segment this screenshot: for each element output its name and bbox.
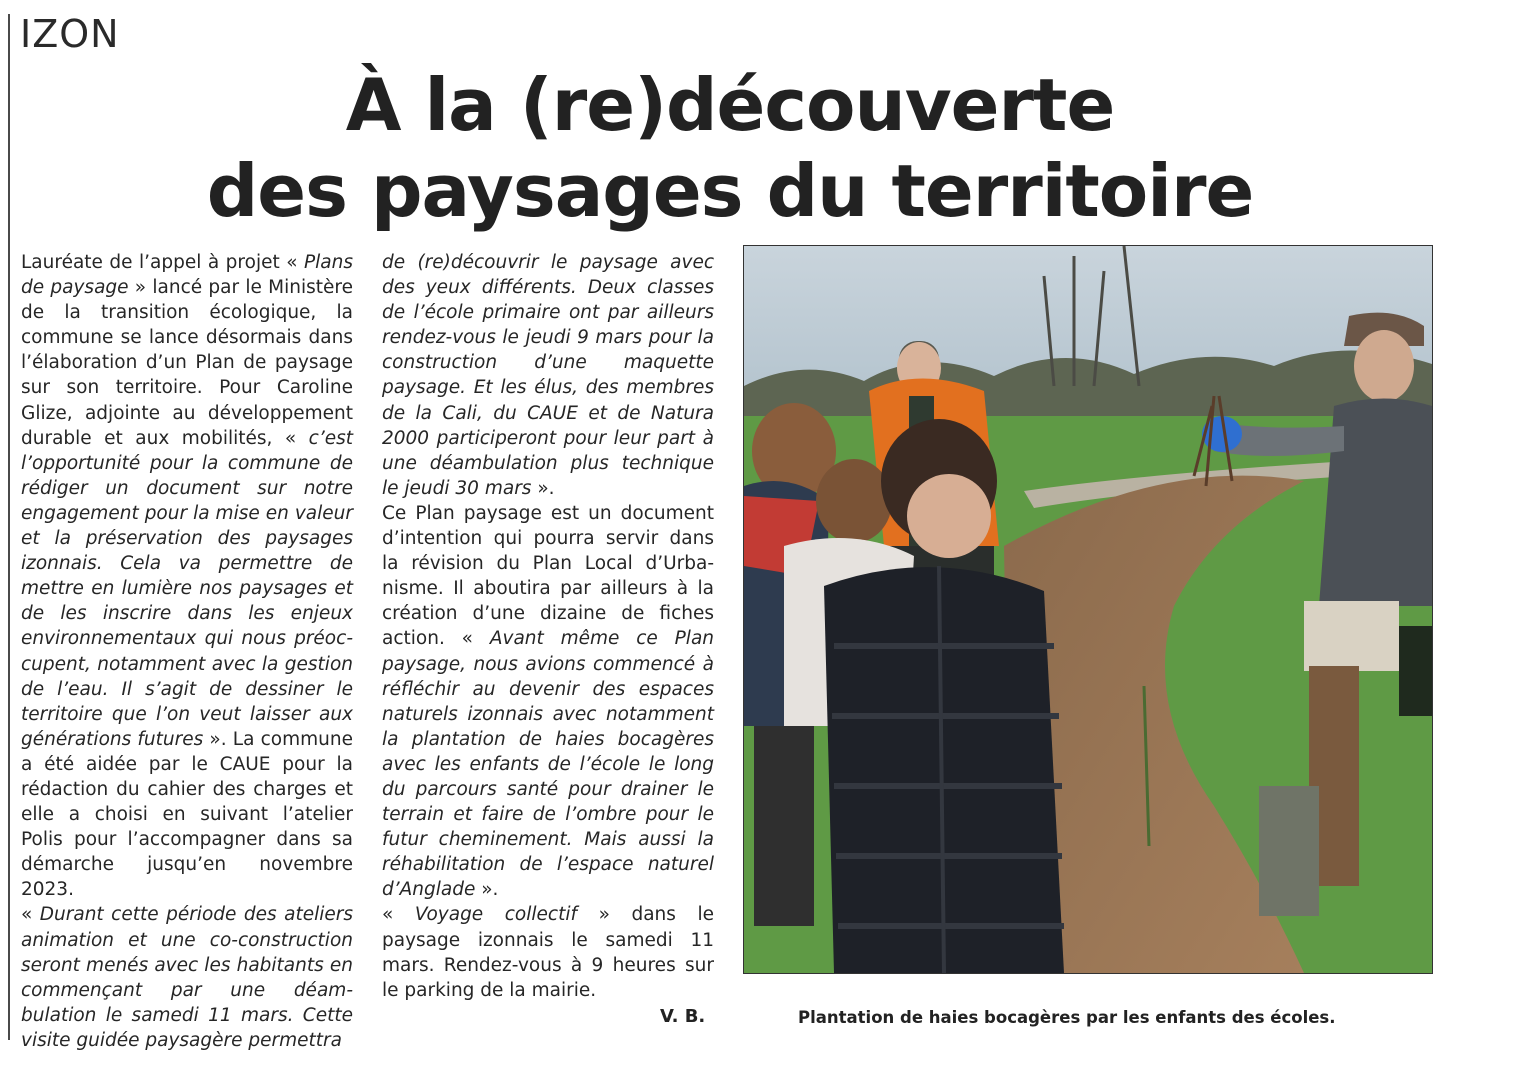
paragraph: « Voyage collectif » dans le paysage izonnais le samedi 11 mars. Rendez-vous à 9 heures sur le parking de la mairie.: [382, 904, 714, 1001]
article-column-2: [382, 250, 714, 1003]
article-column-1: [21, 250, 353, 1053]
photo-caption: Plantation de haies bocagères par les enfants des écoles.: [798, 1008, 1336, 1027]
article-photo: [743, 245, 1433, 974]
paragraph: « Durant cette période des ateliers animation et une co-construction seront menés avec les habitants en commençant par une déambulation le samedi 11 mars. Cette visite guidée paysagère permettra: [21, 904, 353, 1051]
section-label: IZON: [20, 12, 120, 56]
headline-line-1: À la (re)découverte: [345, 63, 1115, 147]
paragraph: Ce Plan paysage est un document d’intention qui pourra servir dans la révision du Plan Local d’Urbanisme. Il aboutira par ailleurs à la création d’une dizaine de fiches action. « Avant même ce Plan paysage, nous avions commencé à réfléchir au devenir des espaces naturels izonnais avec notamment la plantation de haies bocagères avec les enfants de l’école le long du parcours santé pour drainer le terrain et faire de l’ombre pour le futur cheminement. Mais aussi la réhabilitation de l’espace naturel d’Anglade ».: [382, 502, 715, 901]
headline-line-2: des paysages du territoire: [206, 149, 1254, 233]
paragraph: Lauréate de l’appel à projet « Plans de paysage » lancé par le Ministère de la transition écologique, la commune se lance désormais dans l’élaboration d’un Plan de paysage sur son territoire. Pour Caroline Glize, adjointe au développement durable et aux mobilités, « c’est l’opportunité pour la commune de rédiger un document sur notre engagement pour la mise en valeur et la préservation des paysages izonnais. Cela va permettre de mettre en lumière nos paysages et de les inscrire dans les enjeux environnementaux qui nous préoccupent, notamment avec la gestion de l’eau. Il s’agit de dessiner le territoire que l’on veut laisser aux générations futures ». La commune a été aidée par le CAUE pour la rédaction du cahier des charges et elle a choisi en suivant l’atelier Polis pour l’accompagner dans sa démarche jusqu’en novembre 2023.: [21, 252, 353, 901]
headline: [0, 62, 1460, 234]
paragraph: de (re)découvrir le paysage avec des yeux différents. Deux classes de l’école primaire ont par ailleurs rendez-vous le jeudi 9 mars pour la construction d’une maquette paysage. Et les élus, des membres de la Cali, du CAUE et de Natura 2000 participeront pour leur part à une déambulation plus technique le jeudi 30 mars ».: [382, 252, 714, 499]
author-signature: V. B.: [660, 1006, 706, 1027]
photo-illustration: [744, 246, 1432, 973]
